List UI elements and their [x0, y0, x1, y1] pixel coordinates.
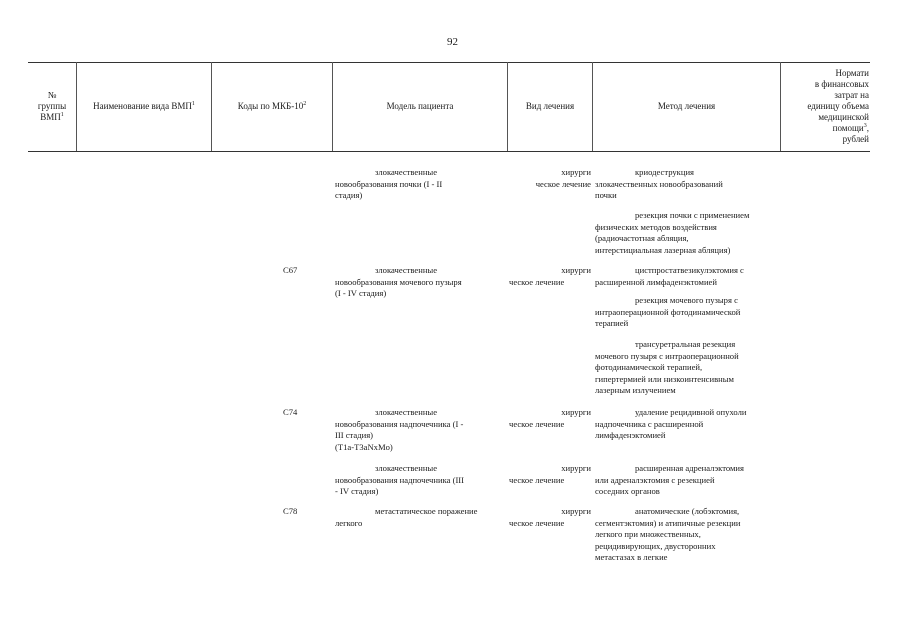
treatment-method-cell: цистпростатвезикулэктомия с расширенной лимфаденэктомией	[595, 265, 744, 287]
treatment-type-cell	[509, 265, 591, 288]
icd-code-cell: C78	[283, 506, 298, 516]
treatment-method-cell: анатомические (лобэктомия, сегментэктомия) и атипичные резекции легкого при множественных, рецидивирующих, двусторонних метастазах в легкие	[595, 506, 741, 563]
treatment-type-line: хирурги	[561, 506, 591, 516]
treatment-type-line: ческое лечение	[509, 517, 565, 528]
header-treatment-method: Метод лечения	[657, 101, 716, 111]
treatment-type-line: хирурги	[561, 407, 591, 417]
treatment-method-cell: расширенная адреналэктомия или адреналэктомия с резекцией соседних органов	[595, 463, 744, 497]
icd-code-cell: C67	[283, 265, 298, 275]
treatment-type-line: ческое лечение	[509, 474, 565, 485]
table-header-bottom-border	[28, 151, 870, 152]
header-icd-codes: Коды по МКБ-$10^2$	[237, 101, 307, 111]
treatment-type-cell	[509, 463, 591, 486]
treatment-method-cell: трансуретральная резекция мочевого пузыря с интраоперационной фотодинамической терапией, гипертермией или низкоинтенсивным лазерным излучением	[595, 339, 739, 396]
header-treatment-type: Вид лечения	[525, 101, 575, 111]
treatment-type-line: хирурги	[561, 463, 591, 473]
header-vmp-name: Наименование вида ВМП$^1$	[93, 101, 195, 111]
icd-code-cell: C74	[283, 407, 298, 417]
page-number: 92	[447, 36, 458, 48]
treatment-method-cell: криодеструкция злокачественных новообразований почки	[595, 167, 723, 201]
header-group-number: № группы ВМП$^1$	[37, 90, 67, 122]
treatment-type-line: ческое лечение	[509, 276, 565, 287]
treatment-type-line: хирурги	[561, 265, 591, 275]
patient-model-cell: злокачественные новообразования почки (I - II стадия)	[335, 167, 443, 201]
patient-model-cell: злокачественные новообразования надпочечника (I - III стадия) (T1a-T3aNxMo)	[335, 407, 464, 452]
treatment-type-line: хирурги	[561, 167, 591, 177]
patient-model-cell: злокачественные новообразования надпочечника (III - IV стадия)	[335, 463, 465, 497]
treatment-type-cell	[509, 407, 591, 430]
treatment-type-line: ческое лечение	[509, 418, 565, 429]
treatment-type-cell	[509, 167, 591, 190]
header-financial-norms: Нормати в финансовых затрат на единицу объема медицинской помощи$^3$, рублей	[807, 68, 869, 144]
treatment-method-cell: резекция почки с применением физических методов воздействия (радиочастотная абляция, интерстициальная лазерная абляция)	[595, 210, 750, 255]
patient-model-cell: злокачественные новообразования мочевого пузыря (I - IV стадия)	[335, 265, 462, 299]
treatment-method-cell: резекция мочевого пузыря с интраоперационной фотодинамической терапией	[595, 295, 741, 329]
treatment-type-cell	[509, 506, 591, 529]
patient-model-cell: метастатическое поражение легкого	[335, 506, 478, 528]
treatment-type-line: ческое лечение	[535, 178, 591, 189]
header-patient-model: Модель пациента	[386, 101, 454, 111]
treatment-method-cell: удаление рецидивной опухоли надпочечника с расширенной лимфаденэктомией	[595, 407, 747, 441]
